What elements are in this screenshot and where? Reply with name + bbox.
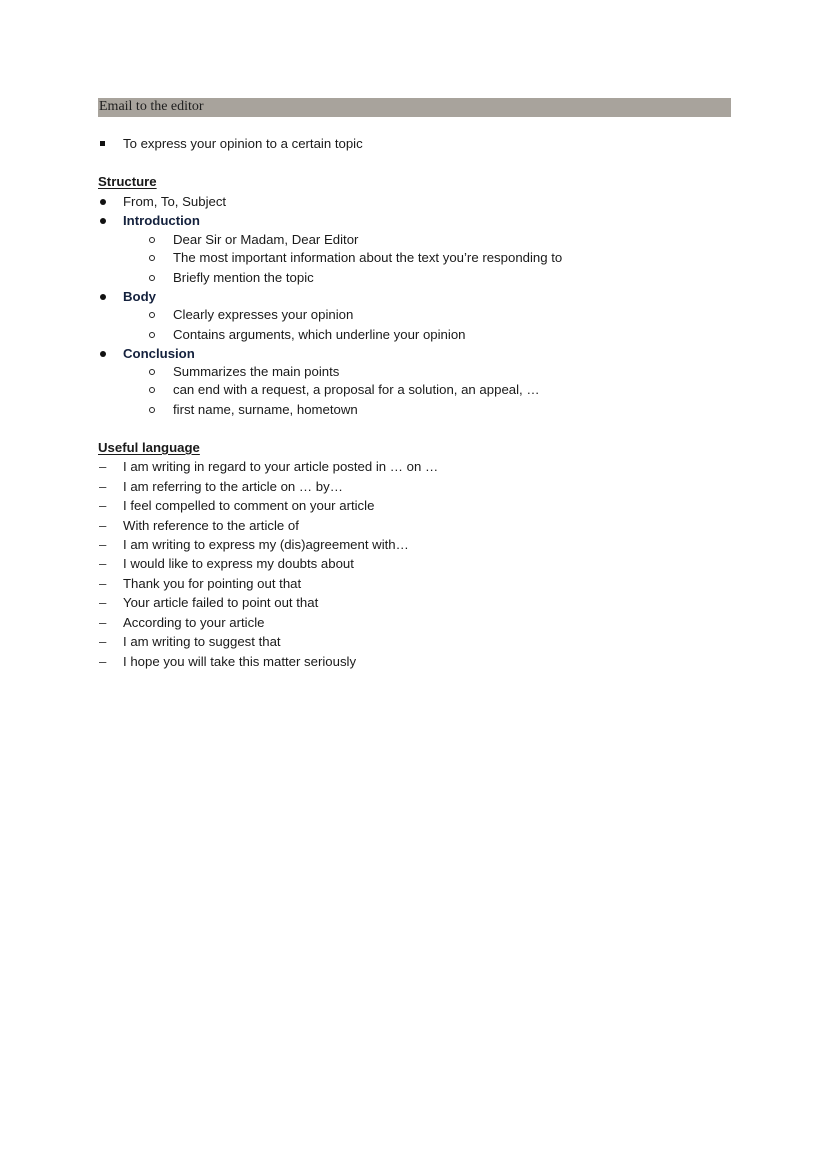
phrase-item: I am referring to the article on … by… <box>123 479 343 494</box>
square-bullet-icon <box>100 141 105 146</box>
circle-bullet-icon <box>149 387 155 393</box>
purpose-text: To express your opinion to a certain topic <box>123 136 363 151</box>
body-point: Contains arguments, which underline your opinion <box>173 327 466 342</box>
document-title: Email to the editor <box>99 99 204 114</box>
introduction-point: The most important information about the text you’re responding to <box>173 250 563 265</box>
dash-icon: – <box>99 459 107 474</box>
phrase-item: I am writing to suggest that <box>123 634 281 649</box>
circle-bullet-icon <box>149 255 155 261</box>
phrase-item: According to your article <box>123 615 265 630</box>
dash-icon: – <box>99 595 107 610</box>
conclusion-point: can end with a request, a proposal for a solution, an appeal, … <box>173 382 540 397</box>
circle-bullet-icon <box>149 369 155 375</box>
bullet-icon <box>100 199 106 205</box>
dash-icon: – <box>99 615 107 630</box>
structure-item-body: Body <box>123 289 156 304</box>
phrase-item: I hope you will take this matter seriously <box>123 654 357 669</box>
phrase-item: Thank you for pointing out that <box>123 576 302 591</box>
useful-language-heading: Useful language <box>98 440 200 455</box>
dash-icon: – <box>99 654 107 669</box>
introduction-point: Dear Sir or Madam, Dear Editor <box>173 232 359 247</box>
phrase-item: I am writing in regard to your article posted in … on … <box>123 459 439 474</box>
circle-bullet-icon <box>149 275 155 281</box>
structure-heading: Structure <box>98 174 157 189</box>
circle-bullet-icon <box>149 332 155 338</box>
dash-icon: – <box>99 576 107 591</box>
phrase-item: I would like to express my doubts about <box>123 556 354 571</box>
conclusion-point: first name, surname, hometown <box>173 402 358 417</box>
circle-bullet-icon <box>149 237 155 243</box>
structure-item-introduction: Introduction <box>123 213 200 228</box>
dash-icon: – <box>99 537 107 552</box>
dash-icon: – <box>99 556 107 571</box>
bullet-icon <box>100 218 106 224</box>
bullet-icon <box>100 294 106 300</box>
circle-bullet-icon <box>149 312 155 318</box>
dash-icon: – <box>99 518 107 533</box>
phrase-item: Your article failed to point out that <box>123 595 319 610</box>
structure-item-from-to-subject: From, To, Subject <box>123 194 227 209</box>
phrase-item: With reference to the article of <box>123 518 299 533</box>
dash-icon: – <box>99 634 107 649</box>
phrase-item: I am writing to express my (dis)agreement with… <box>123 537 409 552</box>
bullet-icon <box>100 351 106 357</box>
dash-icon: – <box>99 479 107 494</box>
dash-icon: – <box>99 498 107 513</box>
phrase-item: I feel compelled to comment on your article <box>123 498 375 513</box>
title-bar <box>98 98 731 117</box>
conclusion-point: Summarizes the main points <box>173 364 340 379</box>
structure-item-conclusion: Conclusion <box>123 346 195 361</box>
body-point: Clearly expresses your opinion <box>173 307 354 322</box>
introduction-point: Briefly mention the topic <box>173 270 314 285</box>
circle-bullet-icon <box>149 407 155 413</box>
